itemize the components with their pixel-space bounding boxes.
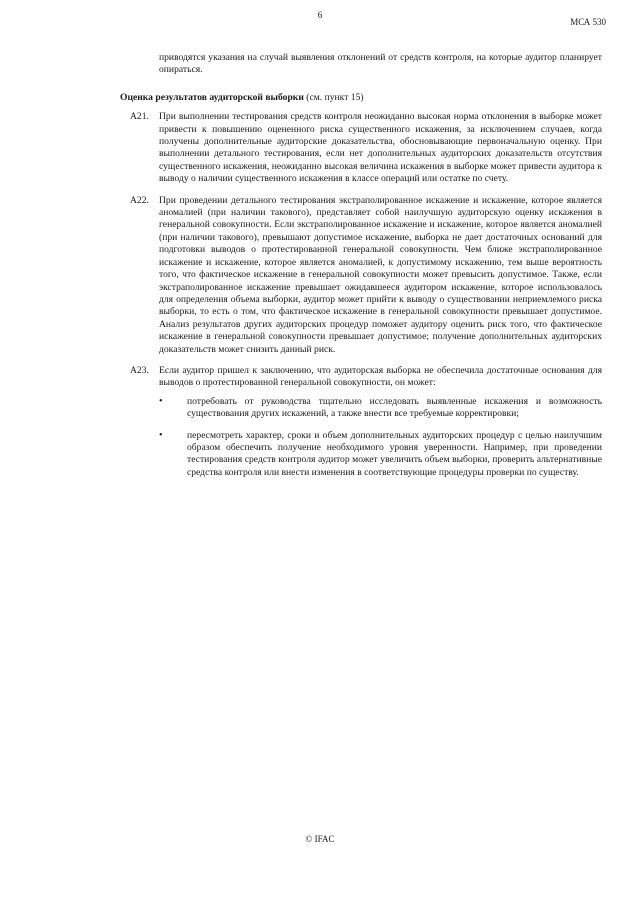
section-heading	[120, 92, 602, 104]
list-item	[159, 430, 602, 480]
paragraph-a23	[120, 365, 602, 488]
paragraph-a21	[120, 111, 602, 185]
standard-code: МСА 530	[570, 17, 606, 27]
continuation-text: приводятся указания на случай выявления отклонений от средств контроля, на которые аудитор планирует опираться.	[159, 52, 602, 76]
document-body	[120, 52, 602, 497]
page-number: 6	[317, 10, 323, 20]
list-item-text: пересмотреть характер, сроки и объем дополнительных аудиторских процедур с целью наилучшим образом обеспечить получение необходимого уровня уверенности. Например, при проведении тестирования средств контроля аудитор может увеличить объем выборки, проверить альтернативные средства контроля или внести изменения в соответствующие процедуры проверки по существу.	[187, 429, 602, 478]
paragraph-number: A21.	[130, 111, 149, 123]
paragraph-number: A22.	[130, 194, 149, 206]
paragraph-text: Если аудитор пришел к заключению, что аудиторская выборка не обеспечила достаточные основания для выводов о протестированной генеральной совокупности, он может:	[159, 364, 602, 389]
bullet-list	[159, 396, 602, 479]
paragraph-a22	[120, 195, 602, 356]
paragraph-number: A23.	[130, 364, 149, 376]
bullet-icon: •	[159, 395, 163, 407]
paragraph-text: При проведении детального тестирования экстраполированное искажение и искажение, которое является аномалией (при наличии такового), представляет собой наилучшую аудиторскую оценку искажения в генеральной совокупности. Если экстраполированное искажение и искажение, которое является аномалией (при наличии такового), превышают допустимое искажение, выборка не дает достаточных оснований для подготовки выводов о протестированной генеральной совокупности. Чем ближе экстраполированное искажение и искажение, которое является аномалией, к допустимому искажению, тем выше вероятность того, что фактическое искажение в генеральной совокупности может превысить допустимое. Также, если экстраполированное искажение превышает ожидавшееся аудитором искажение, которое использовалось для определения объема выборки, аудитор может прийти к выводу о существовании неприемлемого риска выборки, то есть о том, что фактическое искажение в генеральной совокупности превышает допустимое. Анализ результатов других аудиторских процедур поможет аудитору оценить риск того, что фактическое искажение в генеральной совокупности превышает допустимое; получение дополнительных аудиторских доказательств может снизить данный риск.	[159, 194, 602, 355]
paragraph-text-container	[159, 365, 602, 488]
section-heading-title: Оценка результатов аудиторской выборки	[120, 91, 304, 103]
bullet-icon: •	[159, 429, 163, 441]
list-item	[159, 396, 602, 421]
section-heading-reference: (см. пункт 15)	[306, 91, 364, 103]
copyright-footer: © IFAC	[305, 834, 335, 844]
paragraph-text: При выполнении тестирования средств контроля неожиданно высокая норма отклонения в выборке может привести к повышению оцененного риска существенного искажения, за исключением случаев, когда получены дополнительные аудиторские доказательства, обосновывающие первоначальную оценку. При выполнении детального тестирования, если нет дополнительных аудиторских доказательств отсутствия существенного искажения, неожиданно высокая величина искажения в выборке может привести аудитора к выводу о наличии существенного искажения в классе операций или остатке по счету.	[159, 111, 602, 185]
list-item-text: потребовать от руководства тщательно исследовать выявленные искажения и возможность существования других искажений, а также внести все требуемые корректировки;	[187, 395, 602, 420]
